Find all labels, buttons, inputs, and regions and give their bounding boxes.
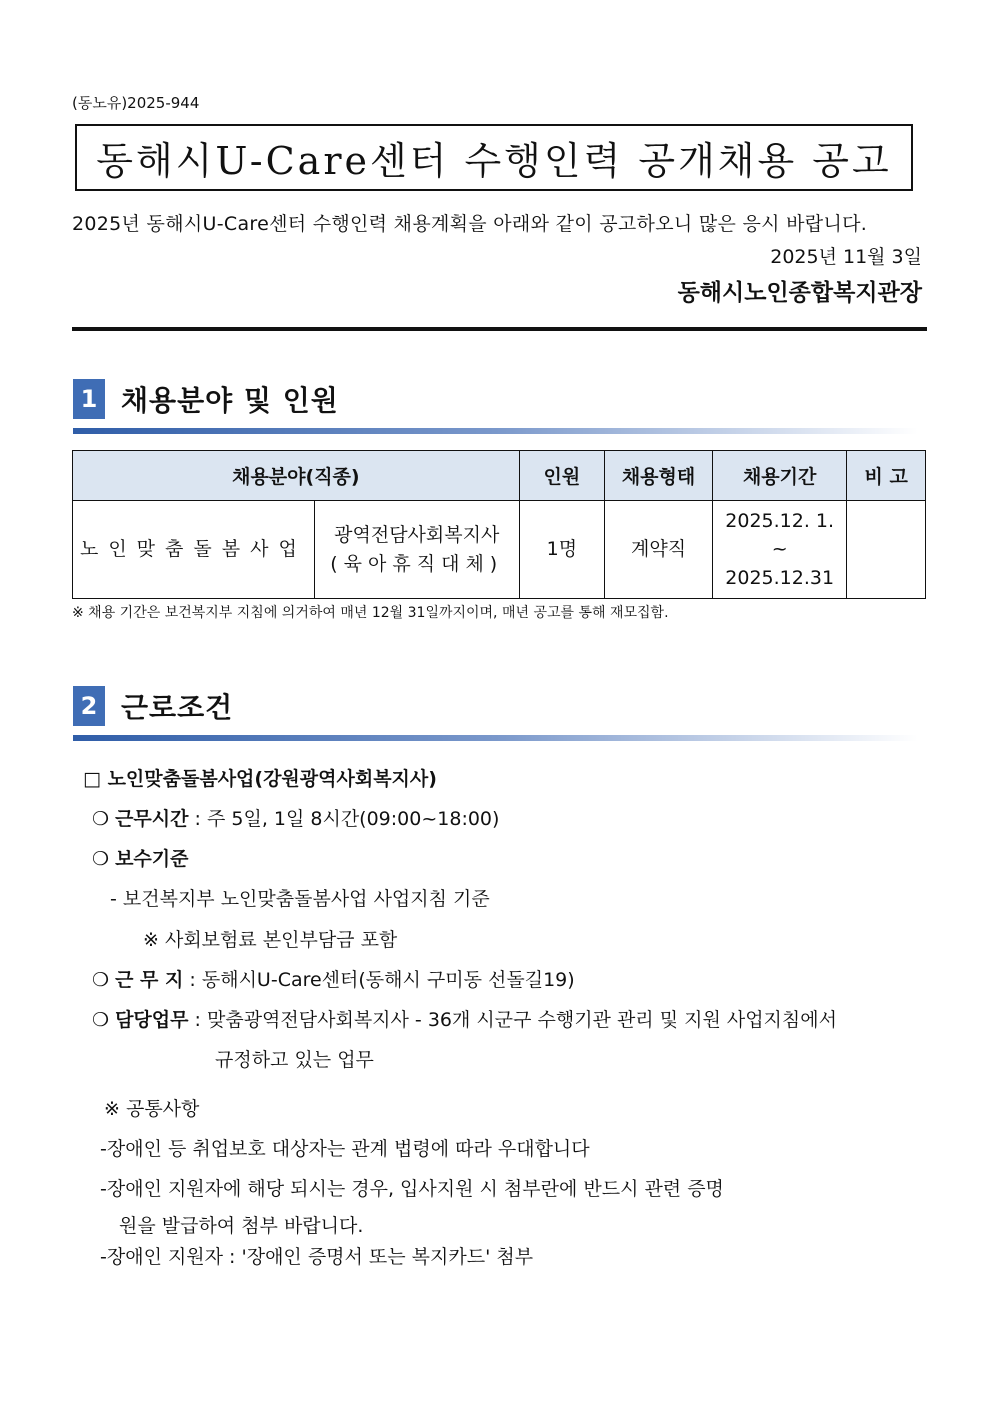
common-item-2a: -장애인 지원자에 해당 되시는 경우, 입사지원 시 첨부란에 반드시 관련 증명 [100, 1178, 724, 1200]
cell-count: 1명 [519, 501, 604, 599]
section-2-number: 2 [73, 686, 105, 726]
program-heading: □ 노인맞춤돌봄사업(강원광역사회복지사) [83, 768, 437, 790]
pay-item [92, 844, 189, 871]
cell-period-start: 2025.12. 1. [725, 509, 835, 532]
document-number: (동노유)2025-944 [72, 94, 200, 112]
section-1-title: 채용분야 및 인원 [121, 384, 339, 417]
cell-role [314, 501, 519, 599]
cell-period-sep: ~ [771, 538, 788, 561]
section-2-heading [73, 686, 233, 726]
header-field: 채용분야(직종) [73, 451, 520, 501]
common-item-1: -장애인 등 취업보호 대상자는 관계 법령에 따라 우대합니다 [100, 1138, 590, 1160]
header-divider [72, 327, 927, 331]
cell-role-line2: (육아휴직대체) [330, 552, 504, 575]
common-title: ※ 공통사항 [104, 1098, 200, 1120]
duty-item [92, 1005, 837, 1032]
section-1-underline [73, 428, 918, 434]
table-header-row [73, 451, 926, 501]
issuing-organization: 동해시노인종합복지관장 [677, 280, 922, 306]
section-1-heading [73, 379, 339, 419]
recruitment-table [72, 450, 926, 599]
page-title: 동해시U-Care센터 수행인력 공개채용 공고 [96, 139, 892, 183]
duty-value-line2: 규정하고 있는 업무 [215, 1049, 374, 1071]
hours-item [92, 804, 499, 831]
header-note: 비 고 [847, 451, 926, 501]
pay-detail: - 보건복지부 노인맞춤돌봄사업 사업지침 기준 [110, 888, 490, 910]
place-item [92, 965, 575, 992]
circle-bullet-icon: ❍ [92, 808, 116, 830]
duty-label: 담당업무 [115, 1009, 189, 1031]
duty-value-line1: : 맞춤광역전담사회복지사 - 36개 시군구 수행기관 관리 및 지원 사업지침에서 [194, 1009, 837, 1031]
place-label: 근 무 지 [115, 969, 184, 991]
circle-bullet-icon: ❍ [92, 1009, 116, 1031]
header-period: 채용기간 [712, 451, 846, 501]
common-item-3: -장애인 지원자 : '장애인 증명서 또는 복지카드' 첨부 [100, 1246, 534, 1268]
table-row [73, 501, 926, 599]
common-item-2b: 원을 발급하여 첨부 바랍니다. [119, 1215, 364, 1237]
pay-label: 보수기준 [115, 848, 189, 870]
cell-note [847, 501, 926, 599]
header-count: 인원 [519, 451, 604, 501]
circle-bullet-icon: ❍ [92, 969, 116, 991]
section-1-number: 1 [73, 379, 105, 419]
cell-type: 계약직 [605, 501, 713, 599]
section-2-title: 근로조건 [121, 691, 234, 724]
intro-text: 2025년 동해시U-Care센터 수행인력 채용계획을 아래와 같이 공고하오니 많은 응시 바랍니다. [72, 213, 868, 235]
cell-field: 노인맞춤돌봄사업 [73, 501, 315, 599]
pay-note: ※ 사회보험료 본인부담금 포함 [143, 929, 398, 951]
title-box [75, 124, 913, 191]
table-footnote: ※ 채용 기간은 보건복지부 지침에 의거하여 매년 12월 31일까지이며, 매년 공고를 통해 재모집함. [72, 605, 669, 621]
place-value: : 동해시U-Care센터(동해시 구미동 선돌길19) [189, 969, 575, 991]
circle-bullet-icon: ❍ [92, 848, 116, 870]
hours-label: 근무시간 [115, 808, 189, 830]
hours-value: : 주 5일, 1일 8시간(09:00~18:00) [194, 808, 500, 830]
section-2-underline [73, 735, 918, 741]
cell-role-line1: 광역전담사회복지사 [334, 524, 500, 546]
cell-period [712, 501, 846, 599]
header-type: 채용형태 [605, 451, 713, 501]
cell-period-end: 2025.12.31 [725, 566, 835, 589]
announcement-date: 2025년 11월 3일 [770, 246, 922, 268]
